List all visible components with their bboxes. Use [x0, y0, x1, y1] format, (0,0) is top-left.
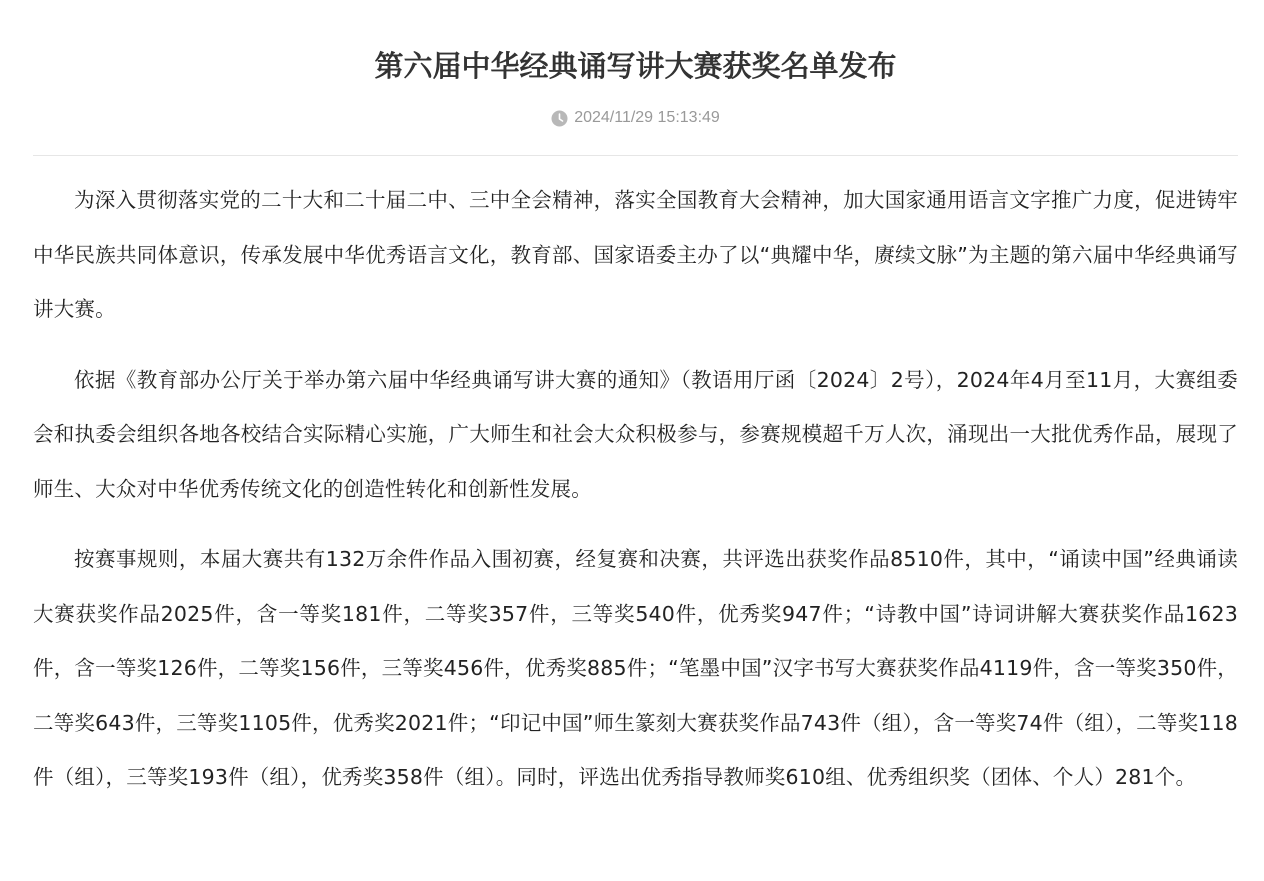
article-title: 第六届中华经典诵写讲大赛获奖名单发布 [374, 49, 897, 83]
paragraph: 按赛事规则，本届大赛共有132万余件作品入围初赛，经复赛和决赛，共评选出获奖作品8510件，其中，“诵读中国”经典诵读大赛获奖作品2025件，含一等奖181件，二等奖357件，三等奖540件，优秀奖947件；“诗教中国”诗词讲解大赛获奖作品1623件，含一等奖126件，二等奖156件，三等奖456件，优秀奖885件；“笔墨中国”汉字书写大赛获奖作品4119件，含一等奖350件，二等奖643件，三等奖1105件，优秀奖2021件；“印记中国”师生篆刻大赛获奖作品743件（组），含一等奖74件（组），二等奖118件（组），三等奖193件（组），优秀奖358件（组）。同时，评选出优秀指导教师奖610组、优秀组织奖（团体、个人）281个。 [33, 547, 1238, 789]
article-meta [33, 98, 1238, 138]
publish-timestamp: 2024/11/29 15:13:49 [574, 109, 720, 126]
clock-icon [551, 110, 568, 127]
paragraph: 为深入贯彻落实党的二十大和二十届二中、三中全会精神，落实全国教育大会精神，加大国家通用语言文字推广力度，促进铸牢中华民族共同体意识，传承发展中华优秀语言文化，教育部、国家语委主办了以“典耀中华，赓续文脉”为主题的第六届中华经典诵写讲大赛。 [33, 188, 1238, 321]
divider [33, 155, 1238, 156]
paragraph: 依据《教育部办公厅关于举办第六届中华经典诵写讲大赛的通知》（教语用厅函〔2024〕2号），2024年4月至11月，大赛组委会和执委会组织各地各校结合实际精心实施，广大师生和社会大众积极参与，参赛规模超千万人次，涌现出一大批优秀作品，展现了师生、大众对中华优秀传统文化的创造性转化和创新性发展。 [33, 367, 1238, 501]
article-body [33, 173, 1238, 805]
